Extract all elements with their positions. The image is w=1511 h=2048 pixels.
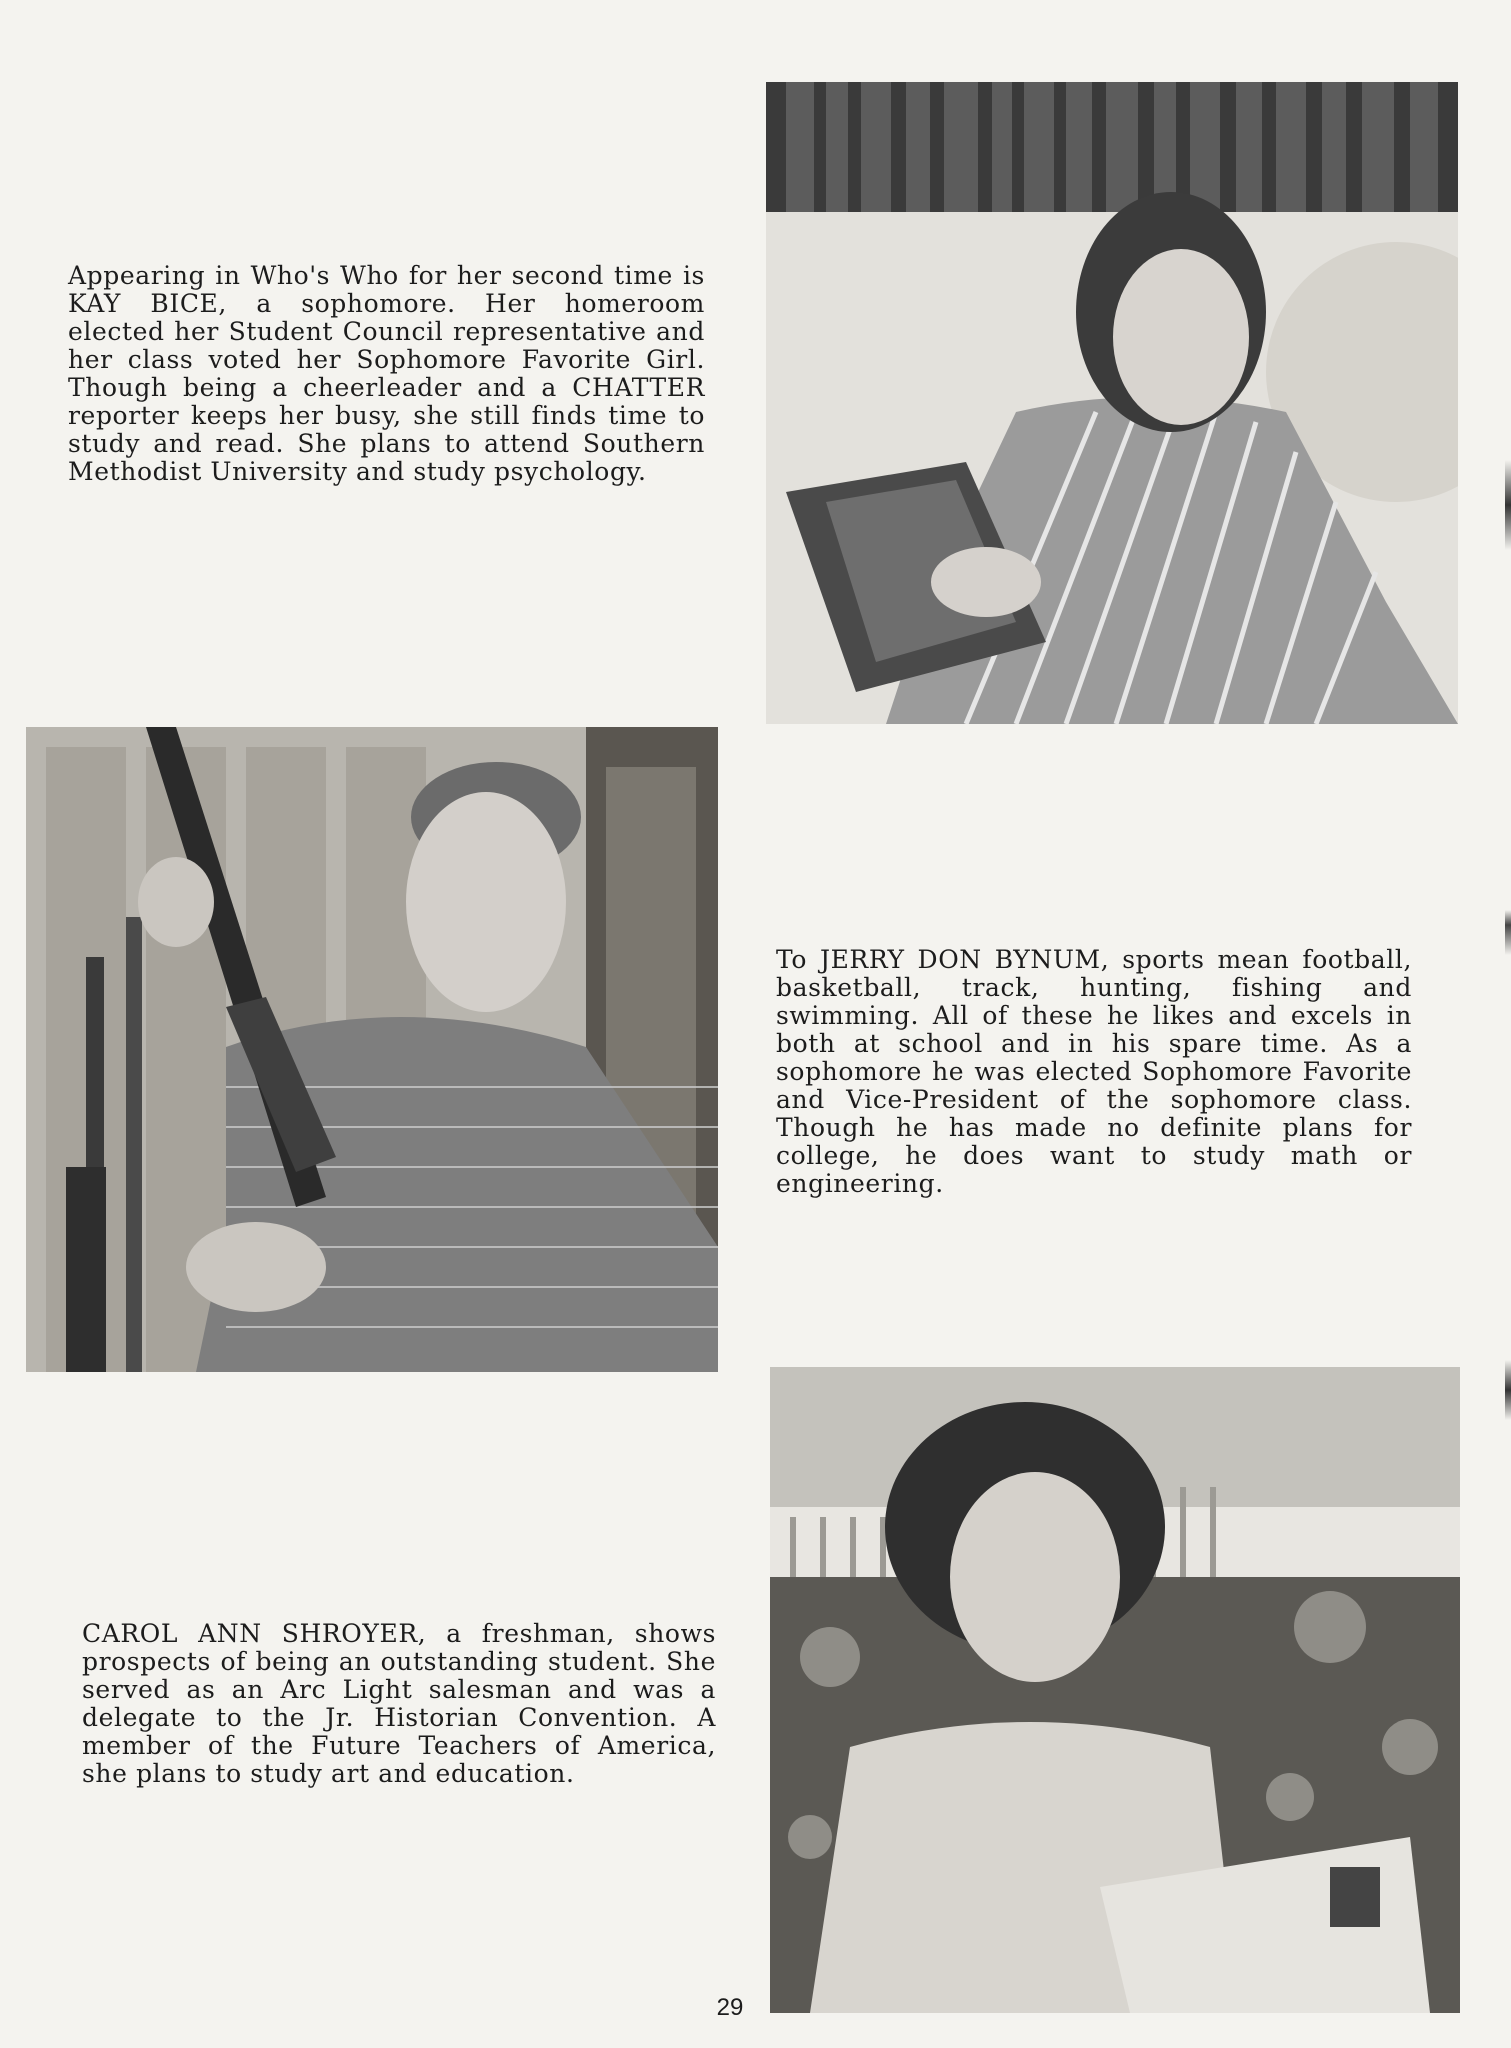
bio-jerry-don-bynum: To JERRY DON BYNUM, sports mean football, basketball, track, hunting, fishing and swimming. All of these he likes and excels in both at school and in his spare time. As a sophomore he was elected Sophomore Favorite and Vice-President of the sophomore class. Though he has made no definite plans for college, he does want to study math or engineering.	[776, 945, 1412, 1198]
photo-jerry-don-bynum	[26, 727, 718, 1372]
photo-kay-bice	[766, 82, 1458, 724]
bio-carol-ann-shroyer: CAROL ANN SHROYER, a freshman, shows prospects of being an outstanding student. She served as an Arc Light salesman and was a delegate to the Jr. Historian Convention. A member of the Future Teachers of America, she plans to study art and education.	[82, 1619, 716, 1788]
page-number: 29	[716, 1994, 744, 2021]
photo-carol-ann-shroyer	[770, 1367, 1460, 2013]
scan-edge-marks	[1505, 460, 1511, 1960]
bio-kay-bice: Appearing in Who's Who for her second time is KAY BICE, a sophomore. Her homeroom elected her Student Council representative and her class voted her Sophomore Favorite Girl. Though being a cheerleader and a CHATTER reporter keeps her busy, she still finds time to study and read. She plans to attend Southern Methodist University and study psychology.	[68, 261, 705, 486]
